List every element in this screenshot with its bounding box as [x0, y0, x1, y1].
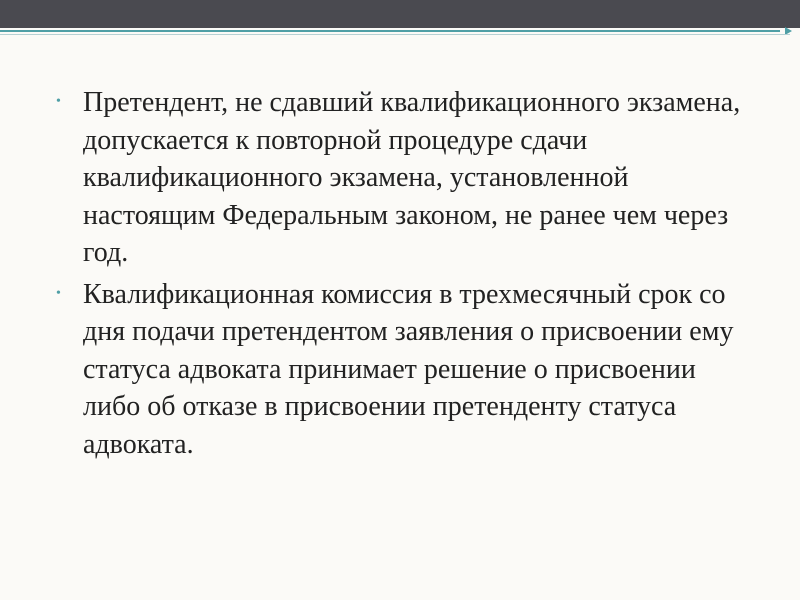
header-bar — [0, 0, 800, 28]
bullet-list — [56, 84, 746, 467]
bullet-text: Претендент, не сдавший квалификационного экзамена, допускается к повторной процедуре сдачи квалификационного экзамена, установленной настоящим Федеральным законом, не ранее чем через год. — [83, 87, 741, 268]
bullet-text: Квалификационная комиссия в трехмесячный срок со дня подачи претендентом заявления о присвоении ему статуса адвоката принимает решение о присвоении либо об отказе в присвоении претенденту статуса адвоката. — [83, 278, 734, 460]
bullet-item — [56, 276, 746, 464]
bullet-item — [56, 84, 746, 272]
bullet-dot-icon: • — [56, 285, 61, 301]
bullet-dot-icon: • — [56, 94, 61, 109]
accent-thin-line — [0, 34, 790, 35]
accent-line — [0, 30, 780, 32]
